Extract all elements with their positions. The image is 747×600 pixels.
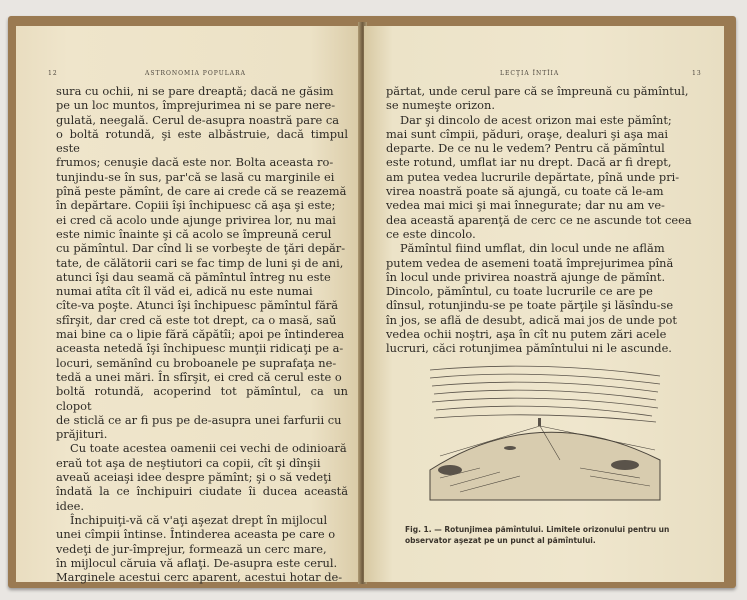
- text-line: se numeşte orizon.: [386, 98, 495, 113]
- right-page-text: [386, 84, 694, 356]
- text-line: este nimic înainte şi că acolo se împreună cerul: [56, 226, 332, 241]
- text-line: tedă a unei mări. În sfîrşit, ei cred că cerul este o: [56, 369, 342, 384]
- text-line: îndată la ce închipuiri ciudate îi ducea această idee.: [56, 484, 348, 513]
- left-page: [16, 26, 362, 585]
- left-page-number: 12: [48, 70, 58, 77]
- text-line: Pămîntul fiind umflat, din locul unde ne aflăm: [400, 241, 665, 256]
- text-line: în depărtare. Copiii îşi închipuesc că aşa şi este;: [56, 198, 336, 213]
- text-line: aceasta netedă îşi închipuesc munţii ridicaţi pe a-: [56, 341, 344, 356]
- text-line: este rotund, umflat iar nu drept. Dacă ar fi drept,: [386, 155, 672, 170]
- figure-caption: Fig. 1. — Rotunjimea pămîntului. Limitele orizonului pentru un observator aşezat pe un punct al pămîntului.: [405, 525, 670, 545]
- text-line: Închipuiţi-vă că v'aţi aşezat drept în mijlocul: [70, 512, 328, 527]
- text-line: dea această aparenţă de cerc ce ne ascunde tot ceea: [386, 212, 692, 227]
- text-line: mai bine ca o lipie fără căpătîi; apoi pe întinderea: [56, 327, 345, 342]
- text-line: prăjituri.: [56, 427, 108, 442]
- left-page-text: [56, 84, 348, 584]
- text-line: aveaŭ aceiaşi idee despre pămînt; şi o să vedeţi: [56, 470, 332, 485]
- text-line: sura cu ochii, ni se pare dreaptă; dacă ne găsim: [56, 84, 334, 98]
- text-line: virea noastră poate să ajungă, cu toate că le-am: [386, 184, 664, 199]
- text-line: de sticlă ce ar fi pus pe de-asupra unei farfurii cu: [56, 412, 342, 427]
- text-line: pe un loc muntos, împrejurimea ni se pare nere-: [56, 98, 336, 113]
- text-line: locuri, semănînd cu broboanele pe suprafaţa ne-: [56, 355, 337, 370]
- text-line: pînă peste pămînt, de care ai crede că se reazemă: [56, 184, 347, 199]
- horizon-figure: [420, 360, 670, 510]
- text-line: cu pămîntul. Dar cînd li se vorbeşte de ţări depăr-: [56, 241, 346, 256]
- left-running-head: ASTRONOMIA POPULARA: [145, 70, 246, 77]
- text-line: departe. De ce nu le vedem? Pentru că pămîntul: [386, 141, 665, 156]
- text-line: cîte-va poşte. Atunci îşi închipuesc pămîntul fără: [56, 298, 339, 313]
- right-page-number: 13: [692, 70, 702, 77]
- text-line: sfîrşit, dar cred că este tot drept, ca o masă, saŭ: [56, 312, 337, 327]
- text-line: ce este dincolo.: [386, 226, 476, 241]
- text-line: Dar şi dincolo de acest orizon mai este pămînt;: [400, 112, 672, 127]
- text-line: în mijlocul căruia vă aflaţi. De-asupra este cerul.: [56, 555, 338, 570]
- text-line: tate, de călătorii cari se fac timp de luni şi de ani,: [56, 255, 344, 270]
- text-line: dînsul, rotunjindu-se pe toate părţile şi lăsîndu-se: [386, 298, 674, 313]
- text-line: lucruri, căci rotunjimea pămîntului ni le ascunde.: [386, 341, 672, 356]
- text-line: numai atîta cît îl văd ei, adică nu este numai: [56, 284, 313, 299]
- text-line: Dincolo, pămîntul, cu toate lucrurile ce are pe: [386, 284, 653, 299]
- text-line: mai sunt cîmpii, păduri, oraşe, dealuri şi aşa mai: [386, 126, 669, 141]
- text-line: în jos, se află de desubt, adică mai jos de unde pot: [386, 312, 677, 327]
- text-line: vedea mai mici şi mai înnegurate; dar nu am ve-: [386, 198, 665, 213]
- text-line: vedeţi de jur-împrejur, formează un cerc mare,: [56, 541, 327, 556]
- text-line: am putea vedea lucrurile depărtate, pînă unde pri-: [386, 169, 680, 184]
- right-running-head: LECŢIA ÎNTÎIA: [500, 70, 560, 77]
- text-line: tunjindu-se în sus, par'că se lasă cu marginile ei: [56, 169, 335, 184]
- text-line: atunci îşi dau seamă că pămîntul întreg nu este: [56, 269, 331, 284]
- text-line: Cu toate acestea oamenii cei vechi de odinioară: [70, 441, 347, 456]
- text-line: Marginele acestui cerc aparent, acestui hotar de-: [56, 570, 343, 585]
- text-line: frumos; cenuşie dacă este nor. Bolta aceasta ro-: [56, 155, 334, 170]
- text-line: eraŭ tot aşa de neştiutori ca copii, cît şi dînşii: [56, 455, 321, 470]
- text-line: gulată, neegală. Cerul de-asupra noastră pare ca: [56, 112, 340, 127]
- text-line: o boltă rotundă, şi este albăstruie, dacă timpul este: [56, 126, 348, 156]
- text-line: boltă rotundă, acoperind tot pămîntul, ca un clopot: [56, 384, 348, 413]
- text-line: în locul unde privirea noastră ajunge de pămînt.: [386, 269, 666, 284]
- text-line: ei cred că acolo unde ajunge privirea lor, nu mai: [56, 212, 336, 227]
- text-line: putem vedea de asemeni toată împrejurimea pînă: [386, 255, 674, 270]
- text-line: părtat, unde cerul pare că se împreună cu pămîntul,: [386, 84, 689, 98]
- text-line: unei cîmpii întinse. Întinderea aceasta pe care o: [56, 527, 336, 542]
- text-line: vedea ochii noştri, aşa în cît nu putem zări acele: [386, 327, 667, 342]
